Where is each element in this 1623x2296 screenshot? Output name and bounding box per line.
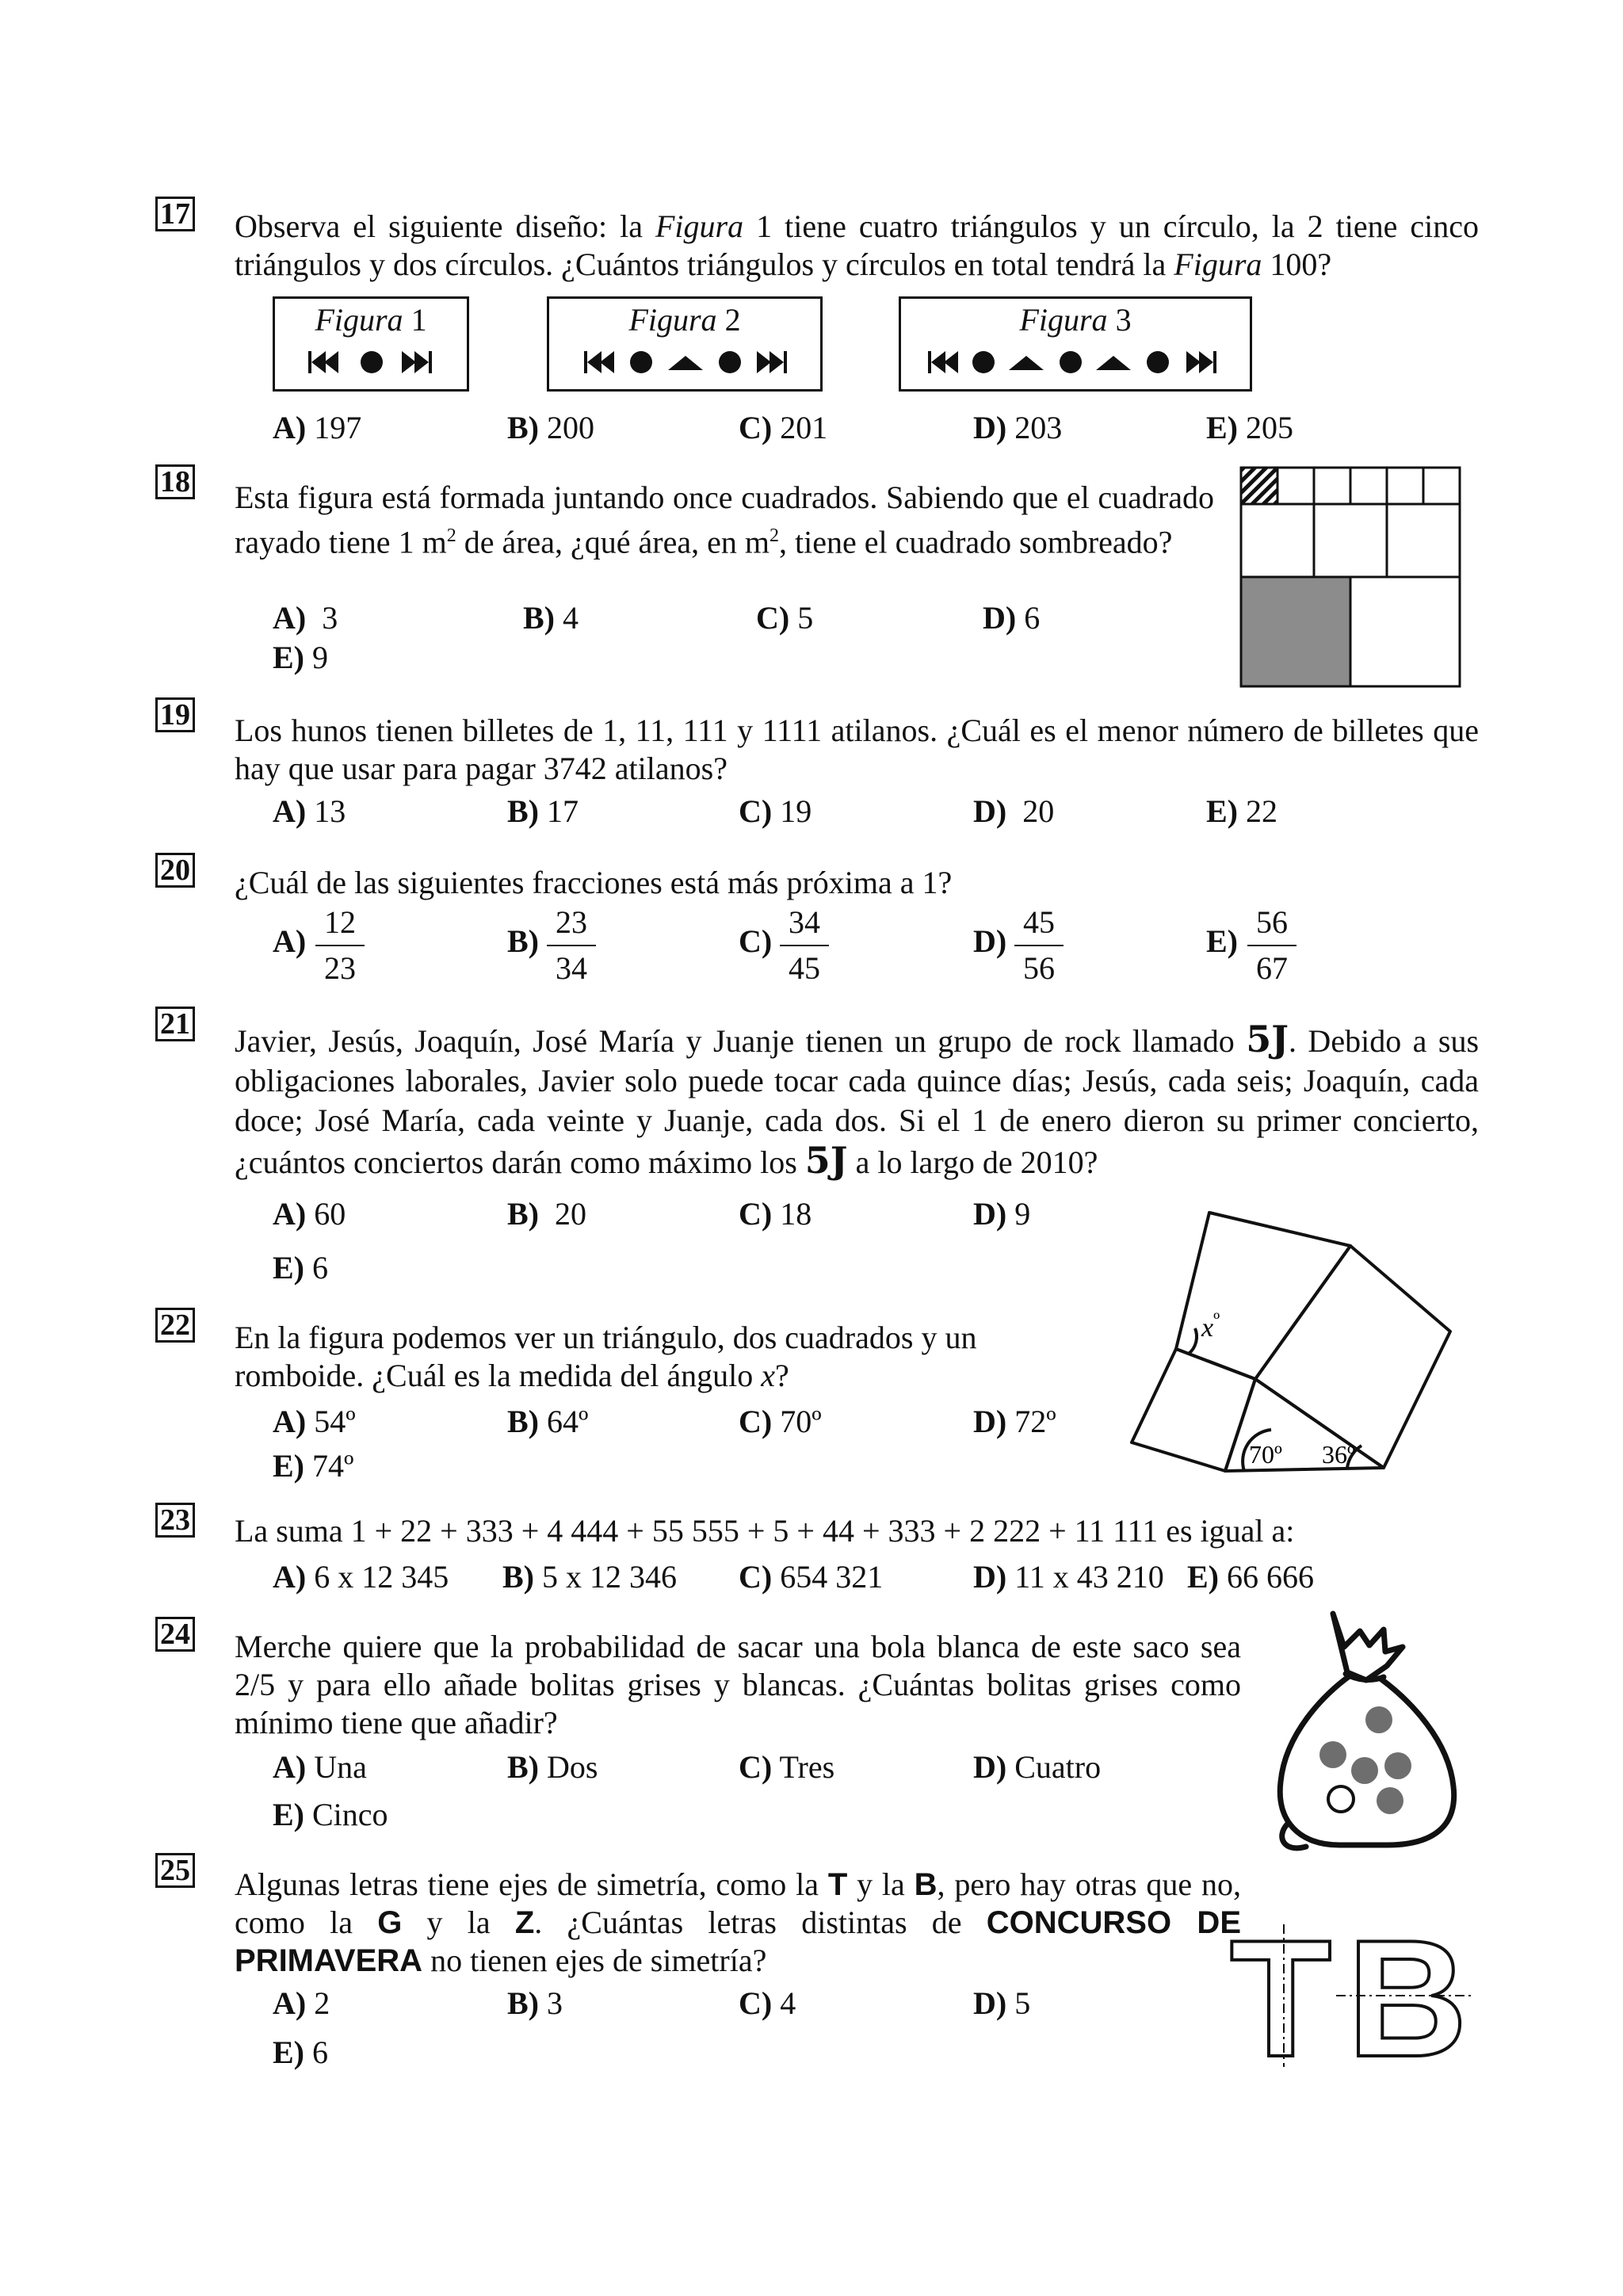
hatched-square xyxy=(1241,468,1277,504)
figure-label: Figura 2 xyxy=(628,302,741,338)
answer-option-b[interactable]: B) 3 xyxy=(507,1985,563,2021)
figure-label: Figura 1 xyxy=(315,302,427,338)
answer-option-e[interactable]: E) xyxy=(1206,923,1238,959)
geometry-figure xyxy=(1109,1189,1442,1490)
answer-option-c[interactable]: C) 654 321 xyxy=(739,1559,884,1595)
answer-option-a[interactable]: A) 3 xyxy=(273,600,338,636)
answer-option-a[interactable]: A) 2 xyxy=(273,1985,330,2021)
figure-2-sequence-icon xyxy=(584,346,790,378)
question-text: Algunas letras tiene ejes de simetría, como la T y la B, pero hay otras que no, como la G y la Z. ¿Cuántas letras distintas de CONCURSO DE PRIMAVERA no tienen ejes de simetría? xyxy=(235,1866,1241,1978)
answer-option-c[interactable]: C) 18 xyxy=(739,1196,812,1232)
answer-option-c[interactable]: C) 70º xyxy=(739,1404,822,1439)
band-logo: 5J xyxy=(1246,1018,1289,1060)
answer-option-b[interactable]: B) 200 xyxy=(507,410,594,445)
question-text: Merche quiere que la probabilidad de sacar una bola blanca de este saco sea 2/5 y para ello añade bolitas grises y blancas. ¿Cuántas bolitas grises como mínimo tiene que añadir? xyxy=(235,1629,1241,1740)
question-number: 21 xyxy=(155,1007,195,1041)
figure-1-sequence-icon xyxy=(308,346,435,378)
answer-option-e[interactable]: E) Cinco xyxy=(273,1797,388,1832)
answer-option-a[interactable]: A) 197 xyxy=(273,410,362,445)
question-text: La suma 1 + 22 + 333 + 4 444 + 55 555 + 5 + 44 + 333 + 2 222 + 11 111 es igual a: xyxy=(235,1513,1295,1549)
answer-option-e[interactable]: E) 74º xyxy=(273,1448,354,1484)
answer-option-d[interactable]: D) xyxy=(973,923,1007,959)
answer-option-d[interactable]: D) 6 xyxy=(983,600,1041,636)
answer-option-d[interactable]: D) 20 xyxy=(973,793,1055,829)
answer-option-e[interactable]: E) 66 666 xyxy=(1187,1559,1314,1595)
angle-36-label: 36º xyxy=(1322,1440,1355,1469)
symmetry-letters-figure xyxy=(1230,1905,1471,2092)
angle-x-label: $x^º$ xyxy=(1201,1308,1220,1343)
question-number: 18 xyxy=(155,464,195,499)
answer-option-c[interactable]: C) 201 xyxy=(739,410,828,445)
answer-option-c[interactable]: C) Tres xyxy=(739,1749,835,1785)
answer-option-e[interactable]: E) 205 xyxy=(1206,410,1293,445)
question-number: 22 xyxy=(155,1308,195,1343)
answer-option-b[interactable]: B) xyxy=(507,923,539,959)
question-text: Javier, Jesús, Joaquín, José María y Juanje tienen un grupo de rock llamado 5J. Debido a sus obligaciones laborales, Javier solo puede tocar cada quince días; Jesús, cada seis; Joaquín, cada doce; José María, cada veinte y Juanje, cada dos. Si el 1 de enero dieron su primer concierto, ¿cuántos conciertos darán como máximo los 5J a lo largo de 2010? xyxy=(235,1018,1480,1182)
question-number: 23 xyxy=(155,1503,195,1538)
question-text: Observa el siguiente diseño: la Figura 1 tiene cuatro triángulos y un círculo, la 2 tiene cinco triángulos y dos círculos. ¿Cuántos triángulos y círculos en total tendrá la Figura 100? xyxy=(235,208,1479,282)
question-text: En la figura podemos ver un triángulo, dos cuadrados y un romboide. ¿Cuál es la medida del ángulo x? xyxy=(235,1320,977,1393)
question-number: 24 xyxy=(155,1617,195,1652)
letter-t: T xyxy=(1230,1905,1332,2092)
balls xyxy=(1319,1706,1411,1814)
answer-option-c[interactable]: C) 5 xyxy=(756,600,814,636)
question-number: 19 xyxy=(155,697,195,732)
answer-option-d[interactable]: D) 5 xyxy=(973,1985,1031,2021)
band-logo: 5J xyxy=(804,1139,848,1182)
question-text: Los hunos tienen billetes de 1, 11, 111 y 1111 atilanos. ¿Cuál es el menor número de billetes que hay que usar para pagar 3742 atilanos? xyxy=(235,712,1479,786)
answer-option-b[interactable]: B) 17 xyxy=(507,793,579,829)
figure-3-sequence-icon xyxy=(928,346,1229,378)
answer-option-d[interactable]: D) 11 x 43 210 xyxy=(973,1559,1164,1595)
question-text: ¿Cuál de las siguientes fracciones está más próxima a 1? xyxy=(235,865,953,900)
question-number: 20 xyxy=(155,853,195,888)
answer-option-c[interactable]: C) 19 xyxy=(739,793,812,829)
answer-option-e[interactable]: E) 9 xyxy=(273,640,328,675)
answer-option-e[interactable]: E) 22 xyxy=(1206,793,1277,829)
answer-option-e[interactable]: E) 6 xyxy=(273,1250,328,1286)
answer-option-b[interactable]: B) 4 xyxy=(523,600,579,636)
squares-figure xyxy=(1241,468,1460,686)
answer-option-a[interactable]: A) 54º xyxy=(273,1404,356,1439)
angle-70-label: 70º xyxy=(1249,1440,1282,1469)
answer-option-b[interactable]: B) Dos xyxy=(507,1749,598,1785)
fraction-c: 34 45 xyxy=(780,905,829,986)
answer-option-e[interactable]: E) 6 xyxy=(273,2034,328,2070)
answer-option-a[interactable]: A) Una xyxy=(273,1749,367,1785)
letter-b: B xyxy=(1347,1905,1468,2092)
figure-2-box xyxy=(547,296,823,392)
answer-option-c[interactable]: C) 4 xyxy=(739,1985,796,2021)
shaded-square xyxy=(1241,577,1350,686)
figure-3-box xyxy=(899,296,1252,392)
answer-option-a[interactable]: A) 60 xyxy=(273,1196,346,1232)
sack-icon xyxy=(1268,1607,1466,1861)
answer-option-a[interactable]: A) 13 xyxy=(273,793,346,829)
answer-option-a[interactable]: A) xyxy=(273,923,307,959)
fraction-e: 56 67 xyxy=(1247,905,1296,986)
answer-option-d[interactable]: D) Cuatro xyxy=(973,1749,1102,1785)
answer-option-a[interactable]: A) 6 x 12 345 xyxy=(273,1559,449,1595)
fraction-a: 12 23 xyxy=(315,905,365,986)
answer-option-c[interactable]: C) xyxy=(739,923,773,959)
answer-option-b[interactable]: B) 64º xyxy=(507,1404,589,1439)
answer-option-d[interactable]: D) 9 xyxy=(973,1196,1031,1232)
fraction-b: 23 34 xyxy=(547,905,596,986)
answer-option-d[interactable]: D) 72º xyxy=(973,1404,1056,1439)
figure-1-box xyxy=(273,296,469,392)
question-number: 25 xyxy=(155,1853,195,1888)
figure-label: Figura 3 xyxy=(1019,302,1132,338)
question-number: 17 xyxy=(155,197,195,231)
fraction-d: 45 56 xyxy=(1014,905,1064,986)
answer-option-b[interactable]: B) 20 xyxy=(507,1196,586,1232)
question-text: Esta figura está formada juntando once cuadrados. Sabiendo que el cuadrado rayado tiene 1 $m^2$ de área, ¿qué área, en $m^2$, tiene el cuadrado sombreado? xyxy=(235,479,1214,560)
answer-option-d[interactable]: D) 203 xyxy=(973,410,1063,445)
answer-option-b[interactable]: B) 5 x 12 346 xyxy=(502,1559,677,1595)
